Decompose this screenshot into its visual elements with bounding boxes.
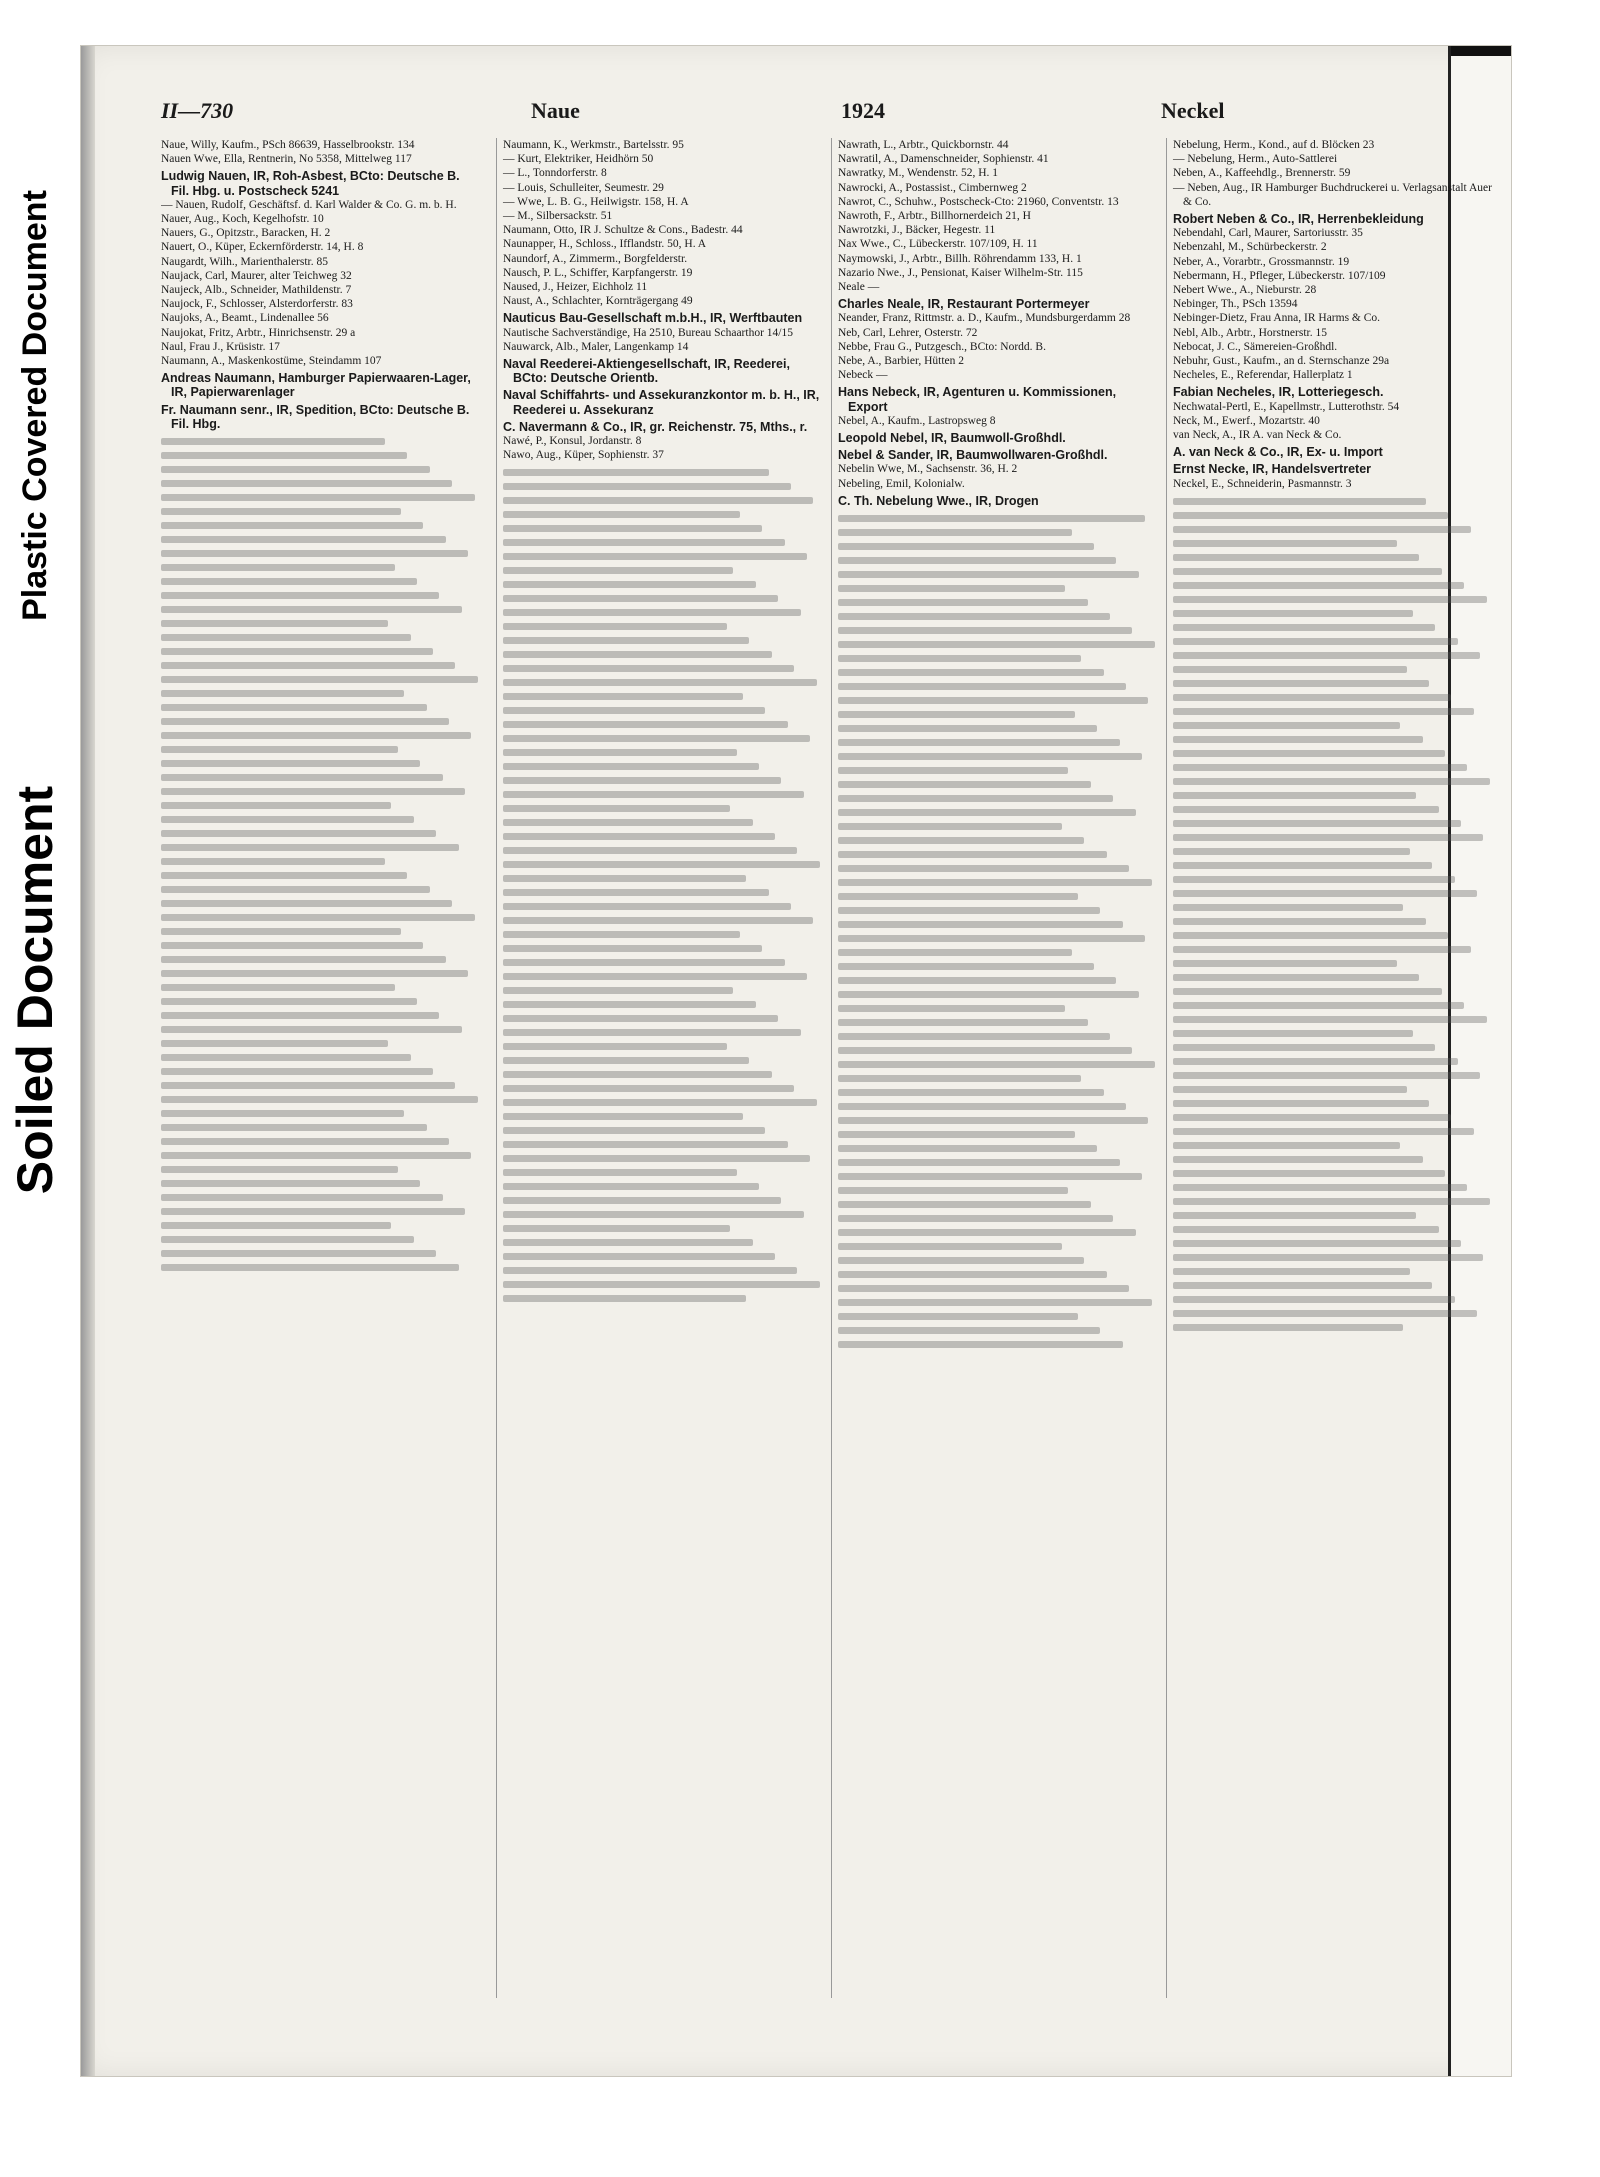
directory-entry: Naust, A., Schlachter, Kornträgergang 49 (503, 295, 693, 308)
directory-entry-featured: Nauticus Bau-Gesellschaft m.b.H., IR, Werftbauten (503, 311, 803, 326)
directory-entry: Nazario Nwe., J., Pensionat, Kaiser Wilhelm-Str. 115 (838, 266, 1083, 279)
directory-column-1 (161, 138, 481, 1998)
directory-entry: Nauwarck, Alb., Maler, Langenkamp 14 (503, 340, 689, 353)
directory-entry-featured: Ernst Necke, IR, Handelsvertreter (1173, 462, 1372, 477)
directory-entry: Nauert, O., Küper, Eckernförderstr. 14, H. 8 (161, 241, 364, 254)
directory-entry: van Neck, A., IR A. van Neck & Co. (1173, 429, 1342, 442)
directory-entry-featured: C. Navermann & Co., IR, gr. Reichenstr. 75, Mths., r. (503, 419, 808, 434)
directory-entry-featured: Nebel & Sander, IR, Baumwollwaren-Großhdl. (838, 448, 1108, 463)
print-texture (1173, 498, 1493, 1331)
directory-entry: Naymowski, J., Arbtr., Billh. Röhrendamm 133, H. 1 (838, 252, 1082, 265)
directory-entry: — Nauen, Rudolf, Geschäftsf. d. Karl Walder & Co. G. m. b. H. (161, 198, 457, 211)
directory-entry: Nebl, Alb., Arbtr., Horstnerstr. 15 (1173, 326, 1327, 339)
directory-entry: Nebel, A., Kaufm., Lastropsweg 8 (838, 414, 996, 427)
directory-entry: Nebinger, Th., PSch 13594 (1173, 298, 1298, 311)
directory-entry-featured: Ludwig Nauen, IR, Roh-Asbest, BCto: Deutsche B. Fil. Hbg. u. Postscheck 5241 (161, 169, 460, 198)
directory-entry: Nawé, P., Konsul, Jordanstr. 8 (503, 435, 642, 448)
directory-entry-featured: Fabian Necheles, IR, Lotteriegesch. (1173, 385, 1384, 400)
directory-entry: Naumann, Otto, IR J. Schultze & Cons., Badestr. 44 (503, 224, 743, 237)
plastic-covered-label (0, 130, 70, 680)
directory-entry: Nebert Wwe., A., Nieburstr. 28 (1173, 284, 1317, 297)
directory-entry: Nautische Sachverständige, Ha 2510, Bureau Schaarthor 14/15 (503, 326, 793, 339)
directory-entry: Nax Wwe., C., Lübeckerstr. 107/109, H. 11 (838, 238, 1038, 251)
directory-entry: Nebuhr, Gust., Kaufm., an d. Sternschanze 29a (1173, 355, 1390, 368)
header-first-name: Naue (531, 98, 580, 123)
directory-entry: Nauen Wwe, Ella, Rentnerin, No 5358, Mittelweg 117 (161, 153, 412, 166)
print-texture (161, 438, 481, 1271)
directory-entry: Nauer, Aug., Koch, Kegelhofstr. 10 (161, 213, 324, 226)
directory-entry: Nebendahl, Carl, Maurer, Sartoriusstr. 35 (1173, 227, 1363, 240)
directory-entry-featured: C. Th. Nebelung Wwe., IR, Drogen (838, 493, 1039, 508)
directory-entry: Nawratky, M., Wendenstr. 52, H. 1 (838, 167, 999, 180)
directory-entry-featured: Charles Neale, IR, Restaurant Portermeyer (838, 297, 1090, 312)
directory-entry: Naused, J., Heizer, Eichholz 11 (503, 281, 648, 294)
directory-entry-featured: A. van Neck & Co., IR, Ex- u. Import (1173, 445, 1383, 460)
directory-entry: Nebeling, Emil, Kolonialw. (838, 477, 965, 490)
directory-entry: Naujokat, Fritz, Arbtr., Hinrichsenstr. 29 a (161, 326, 356, 339)
directory-entry: — Nebelung, Herm., Auto-Sattlerei (1173, 153, 1338, 166)
page-number: II—730 (161, 98, 234, 123)
directory-entry-featured: Hans Nebeck, IR, Agenturen u. Kommissionen, Export (838, 385, 1117, 414)
directory-column-4 (1166, 138, 1493, 1998)
binding-edge (81, 46, 95, 2076)
directory-entry: Neben, A., Kaffeehdlg., Brennerstr. 59 (1173, 167, 1351, 180)
directory-entry: Neb, Carl, Lehrer, Osterstr. 72 (838, 326, 978, 339)
directory-entry: Nebelin Wwe, M., Sachsenstr. 36, H. 2 (838, 463, 1018, 476)
directory-entry-featured: Robert Neben & Co., IR, Herrenbekleidung (1173, 212, 1424, 227)
directory-entry: — Kurt, Elektriker, Heidhörn 50 (503, 153, 654, 166)
directory-entry: Nawratil, A., Damenschneider, Sophienstr. 41 (838, 153, 1049, 166)
binder-bar (1451, 46, 1511, 56)
directory-entry: Necheles, E., Referendar, Hallerplatz 1 (1173, 369, 1353, 382)
directory-entry: Nauers, G., Opitzstr., Baracken, H. 2 (161, 227, 331, 240)
directory-entry: Neckel, E., Schneiderin, Pasmannstr. 3 (1173, 477, 1352, 490)
directory-entry: Nebe, A., Barbier, Hütten 2 (838, 355, 965, 368)
page-header (161, 98, 1431, 128)
directory-entry: Neber, A., Vorarbtr., Grossmannstr. 19 (1173, 255, 1350, 268)
directory-entry-featured: Leopold Nebel, IR, Baumwoll-Großhdl. (838, 431, 1066, 446)
directory-entry: Neck, M., Ewerf., Mozartstr. 40 (1173, 414, 1320, 427)
directory-entry: Naujock, F., Schlosser, Alsterdorferstr. 83 (161, 298, 353, 311)
directory-entry: Naue, Willy, Kaufm., PSch 86639, Hasselbrookstr. 134 (161, 139, 415, 151)
directory-entry: Neander, Franz, Rittmstr. a. D., Kaufm., Mundsburgerdamm 28 (838, 312, 1131, 325)
directory-entry: Nebermann, H., Pfleger, Lübeckerstr. 107/109 (1173, 269, 1386, 282)
directory-column-3 (831, 138, 1158, 1998)
directory-entry: Naujeck, Alb., Schneider, Mathildenstr. 7 (161, 284, 352, 297)
directory-entry-featured: Naval Schiffahrts- und Assekuranzkontor m. b. H., IR, Reederei u. Assekuranz (503, 388, 820, 417)
directory-entry: Nebinger-Dietz, Frau Anna, IR Harms & Co. (1173, 312, 1381, 325)
directory-entry: Nawo, Aug., Küper, Sophienstr. 37 (503, 449, 664, 462)
directory-entry: Nebeck — (838, 369, 888, 382)
directory-entry: Naugardt, Wilh., Marienthalerstr. 85 (161, 255, 328, 268)
directory-entry: — Louis, Schulleiter, Seumestr. 29 (503, 181, 664, 194)
directory-entry: Nebenzahl, M., Schürbeckerstr. 2 (1173, 241, 1327, 254)
scanned-page (80, 45, 1512, 2077)
directory-entry: Naul, Frau J., Krüsistr. 17 (161, 340, 280, 353)
directory-entry: Nausch, P. L., Schiffer, Karpfangerstr. 19 (503, 266, 693, 279)
plastic-covered-text: Plastic Covered Document (15, 189, 54, 621)
directory-columns (161, 138, 1501, 1998)
directory-entry: — Neben, Aug., IR Hamburger Buchdruckerei u. Verlagsanstalt Auer & Co. (1173, 181, 1492, 208)
directory-entry: Nebelung, Herm., Kond., auf d. Blöcken 23 (1173, 139, 1375, 151)
directory-entry: Neale — (838, 281, 880, 294)
directory-entry: Naunapper, H., Schloss., Ifflandstr. 50, H. A (503, 238, 707, 251)
soiled-document-text: Soiled Document (7, 785, 63, 1195)
directory-entry-featured: Fr. Naumann senr., IR, Spedition, BCto: Deutsche B. Fil. Hbg. (161, 402, 470, 431)
directory-entry: — M., Silbersackstr. 51 (503, 210, 613, 223)
directory-entry-featured: Andreas Naumann, Hamburger Papierwaaren-Lager, IR, Papierwarenlager (161, 371, 471, 400)
directory-entry: Nebbe, Frau G., Putzgesch., BCto: Nordd. B. (838, 340, 1046, 353)
directory-entry-featured: Naval Reederei-Aktiengesellschaft, IR, Reederei, BCto: Deutsche Orientb. (503, 357, 790, 386)
print-texture (503, 469, 823, 1302)
soiled-document-label (0, 720, 70, 1260)
directory-entry: Naumann, A., Maskenkostüme, Steindamm 107 (161, 355, 382, 368)
directory-entry: Naujoks, A., Beamt., Lindenallee 56 (161, 312, 329, 325)
print-texture (838, 515, 1158, 1348)
directory-entry: Naujack, Carl, Maurer, alter Teichweg 32 (161, 269, 352, 282)
directory-entry: Nawrotzki, J., Bäcker, Hegestr. 11 (838, 224, 996, 237)
header-year: 1924 (841, 98, 885, 123)
directory-entry: — Wwe, L. B. G., Heilwigstr. 158, H. A (503, 195, 689, 208)
directory-column-2 (496, 138, 823, 1998)
directory-entry: Nawrath, L., Arbtr., Quickbornstr. 44 (838, 139, 1009, 151)
directory-entry: Nawrocki, A., Postassist., Cimbernweg 2 (838, 181, 1027, 194)
directory-entry: Nebocat, J. C., Sämereien-Großhdl. (1173, 340, 1338, 353)
directory-entry: — L., Tonndorferstr. 8 (503, 167, 607, 180)
directory-entry: Naumann, K., Werkmstr., Bartelsstr. 95 (503, 139, 684, 151)
header-last-name: Neckel (1161, 98, 1225, 123)
directory-entry: Nechwatal-Pertl, E., Kapellmstr., Lutterothstr. 54 (1173, 400, 1400, 413)
directory-entry: Nawrot, C., Schuhw., Postscheck-Cto: 21960, Conventstr. 13 (838, 195, 1119, 208)
directory-entry: Naundorf, A., Zimmerm., Borgfelderstr. (503, 252, 688, 265)
directory-entry: Nawroth, F., Arbtr., Billhornerdeich 21, H (838, 210, 1031, 223)
